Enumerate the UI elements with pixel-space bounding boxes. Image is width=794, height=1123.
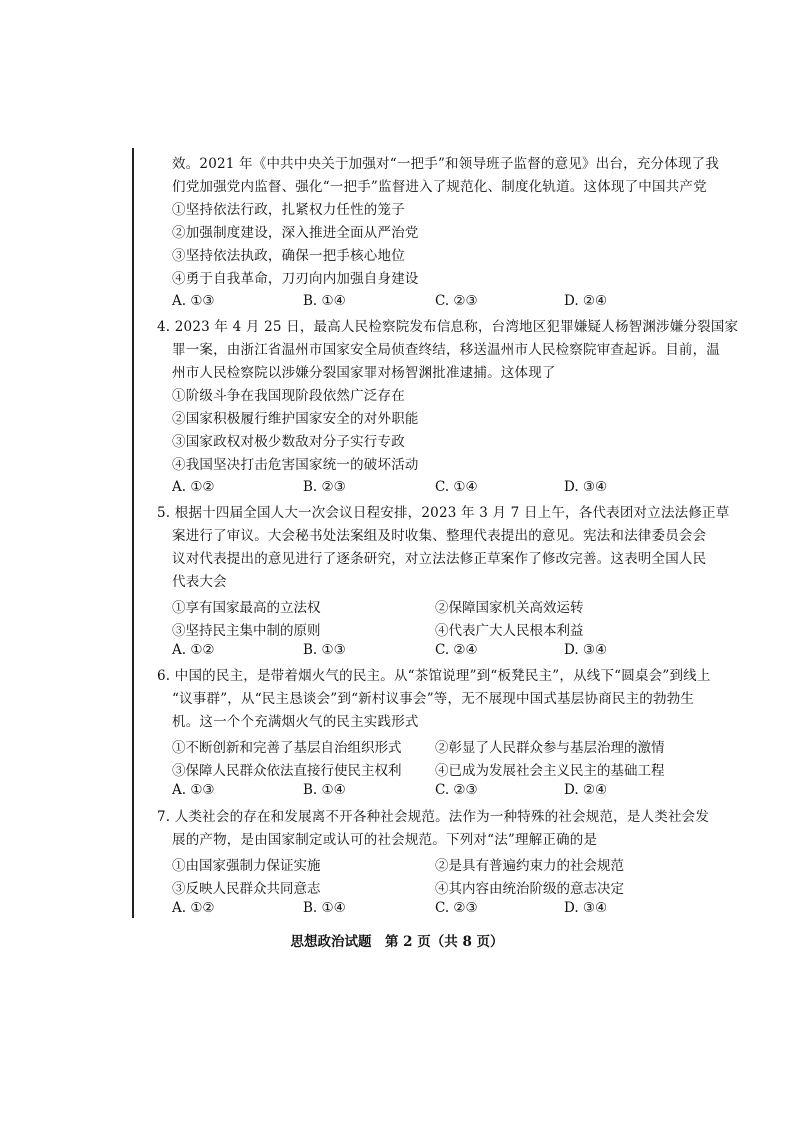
q6-item-1: ①不断创新和完善了基层自治组织形式 xyxy=(172,740,402,756)
q7-option-d[interactable]: D. ③④ xyxy=(564,900,608,916)
q7-item-2: ②是具有普遍约束力的社会规范 xyxy=(435,858,624,874)
q7-option-a[interactable]: A. ①② xyxy=(172,900,215,916)
q5-item-3: ③坚持民主集中制的原则 xyxy=(172,623,321,639)
q7-item-1: ①由国家强制力保证实施 xyxy=(172,858,321,874)
q7-stem-line-2: 展的产物，是由国家制定或认可的社会规范。下列对“法”理解正确的是 xyxy=(172,832,598,848)
q7-option-b[interactable]: B. ①④ xyxy=(303,900,346,916)
page-footer: 思想政治试题 第 2 页（共 8 页） xyxy=(290,934,504,950)
q3-item-2: ②加强制度建设，深入推进全面从严治党 xyxy=(172,225,419,241)
q5-item-4: ④代表广大人民根本利益 xyxy=(435,623,584,639)
q3-option-a[interactable]: A. ①③ xyxy=(172,293,215,309)
q6-item-2: ②彰显了人民群众参与基层治理的激情 xyxy=(435,740,665,756)
q6-option-d[interactable]: D. ②④ xyxy=(564,782,608,798)
q3-options xyxy=(172,293,612,311)
q6-stem-line-1: 6. 中国的民主，是带着烟火气的民主。从“茶馆说理”到“板凳民主”，从线下“圆桌会”到线上 xyxy=(157,668,711,684)
q7-items-row-1 xyxy=(172,854,632,872)
q4-item-4: ④我国坚决打击危害国家统一的破坏活动 xyxy=(172,457,419,473)
q6-item-3: ③保障人民群众依法直接行使民主权利 xyxy=(172,763,402,779)
q4-option-d[interactable]: D. ③④ xyxy=(564,479,608,495)
q5-option-c[interactable]: C. ②④ xyxy=(435,642,478,658)
margin-rule xyxy=(132,148,134,918)
q6-items-row-1 xyxy=(172,736,665,756)
q7-item-4: ④其内容由统治阶级的意志决定 xyxy=(435,881,624,897)
q4-options xyxy=(172,479,612,497)
q6-stem-line-3: 机。这一个个充满烟火气的民主实践形式 xyxy=(172,714,419,730)
q7-options xyxy=(172,900,612,918)
q5-option-d[interactable]: D. ③④ xyxy=(564,642,608,658)
q4-option-b[interactable]: B. ②③ xyxy=(303,479,346,495)
q5-stem-line-4: 代表大会 xyxy=(172,574,227,590)
q4-stem-line-2: 罪一案，由浙江省温州市国家安全局侦查终结，移送温州市人民检察院审查起诉。目前，温 xyxy=(172,342,720,358)
q7-option-c[interactable]: C. ②③ xyxy=(435,900,478,916)
q4-item-3: ③国家政权对极少数敌对分子实行专政 xyxy=(172,434,405,450)
q5-stem-line-2: 案进行了审议。大会秘书处法案组及时收集、整理代表提出的意见。宪法和法律委员会会 xyxy=(172,528,707,544)
q6-option-c[interactable]: C. ②③ xyxy=(435,782,478,798)
q3-option-c[interactable]: C. ②③ xyxy=(435,293,478,309)
q5-items-row-2 xyxy=(172,619,632,637)
q5-option-b[interactable]: B. ①③ xyxy=(303,642,346,658)
q4-stem-line-3: 州市人民检察院以涉嫌分裂国家罪对杨智渊批准逮捕。这体现了 xyxy=(172,365,556,381)
q6-option-a[interactable]: A. ①③ xyxy=(172,782,215,798)
q4-item-2: ②国家积极履行维护国家安全的对外职能 xyxy=(172,411,419,427)
q4-stem-line-1: 4. 2023 年 4 月 25 日，最高人民检察院发布信息称，台湾地区犯罪嫌疑人杨智渊涉嫌分裂国家 xyxy=(157,319,739,335)
q7-stem-line-1: 7. 人类社会的存在和发展离不开各种社会规范。法作为一种特殊的社会规范，是人类社会发 xyxy=(157,809,710,825)
q6-option-b[interactable]: B. ①④ xyxy=(303,782,346,798)
q5-item-1: ①享有国家最高的立法权 xyxy=(172,600,321,616)
q7-item-3: ③反映人民群众共同意志 xyxy=(172,881,321,897)
q7-items-row-2 xyxy=(172,877,632,895)
q5-items-row-1 xyxy=(172,596,632,614)
q5-stem-line-1: 5. 根据十四届全国人大一次会议日程安排，2023 年 3 月 7 日上午，各代表团对立法法修正草 xyxy=(157,505,730,521)
q4-option-a[interactable]: A. ①② xyxy=(172,479,215,495)
q6-options xyxy=(172,782,612,800)
q3-item-1: ①坚持依法行政，扎紧权力任性的笼子 xyxy=(172,202,405,218)
q3-item-4: ④勇于自我革命，刀刃向内加强自身建设 xyxy=(172,271,419,287)
q5-item-2: ②保障国家机关高效运转 xyxy=(435,600,584,616)
q3-item-3: ③坚持依法执政，确保一把手核心地位 xyxy=(172,248,405,264)
q3-stem-line-2: 们党加强党内监督、强化“一把手”监督进入了规范化、制度化轨道。这体现了中国共产党 xyxy=(172,179,707,195)
q5-option-a[interactable]: A. ①② xyxy=(172,642,215,658)
q6-item-4: ④已成为发展社会主义民主的基础工程 xyxy=(435,763,665,779)
q3-stem-line-1: 效。2021 年《中共中央关于加强对“一把手”和领导班子监督的意见》出台，充分体现了我 xyxy=(172,156,720,172)
q6-stem-line-2: “议事群”，从“民主恳谈会”到“新村议事会”等，无不展现中国式基层协商民主的勃勃生 xyxy=(172,691,695,707)
q5-stem-line-3: 议对代表提出的意见进行了逐条研究，对立法法修正草案作了修改完善。这表明全国人民 xyxy=(172,551,707,567)
q5-options xyxy=(172,642,612,660)
q4-option-c[interactable]: C. ①④ xyxy=(435,479,478,495)
q4-item-1: ①阶级斗争在我国现阶段依然广泛存在 xyxy=(172,388,405,404)
q3-option-d[interactable]: D. ②④ xyxy=(564,293,608,309)
q6-items-row-2 xyxy=(172,759,665,779)
q3-option-b[interactable]: B. ①④ xyxy=(303,293,346,309)
